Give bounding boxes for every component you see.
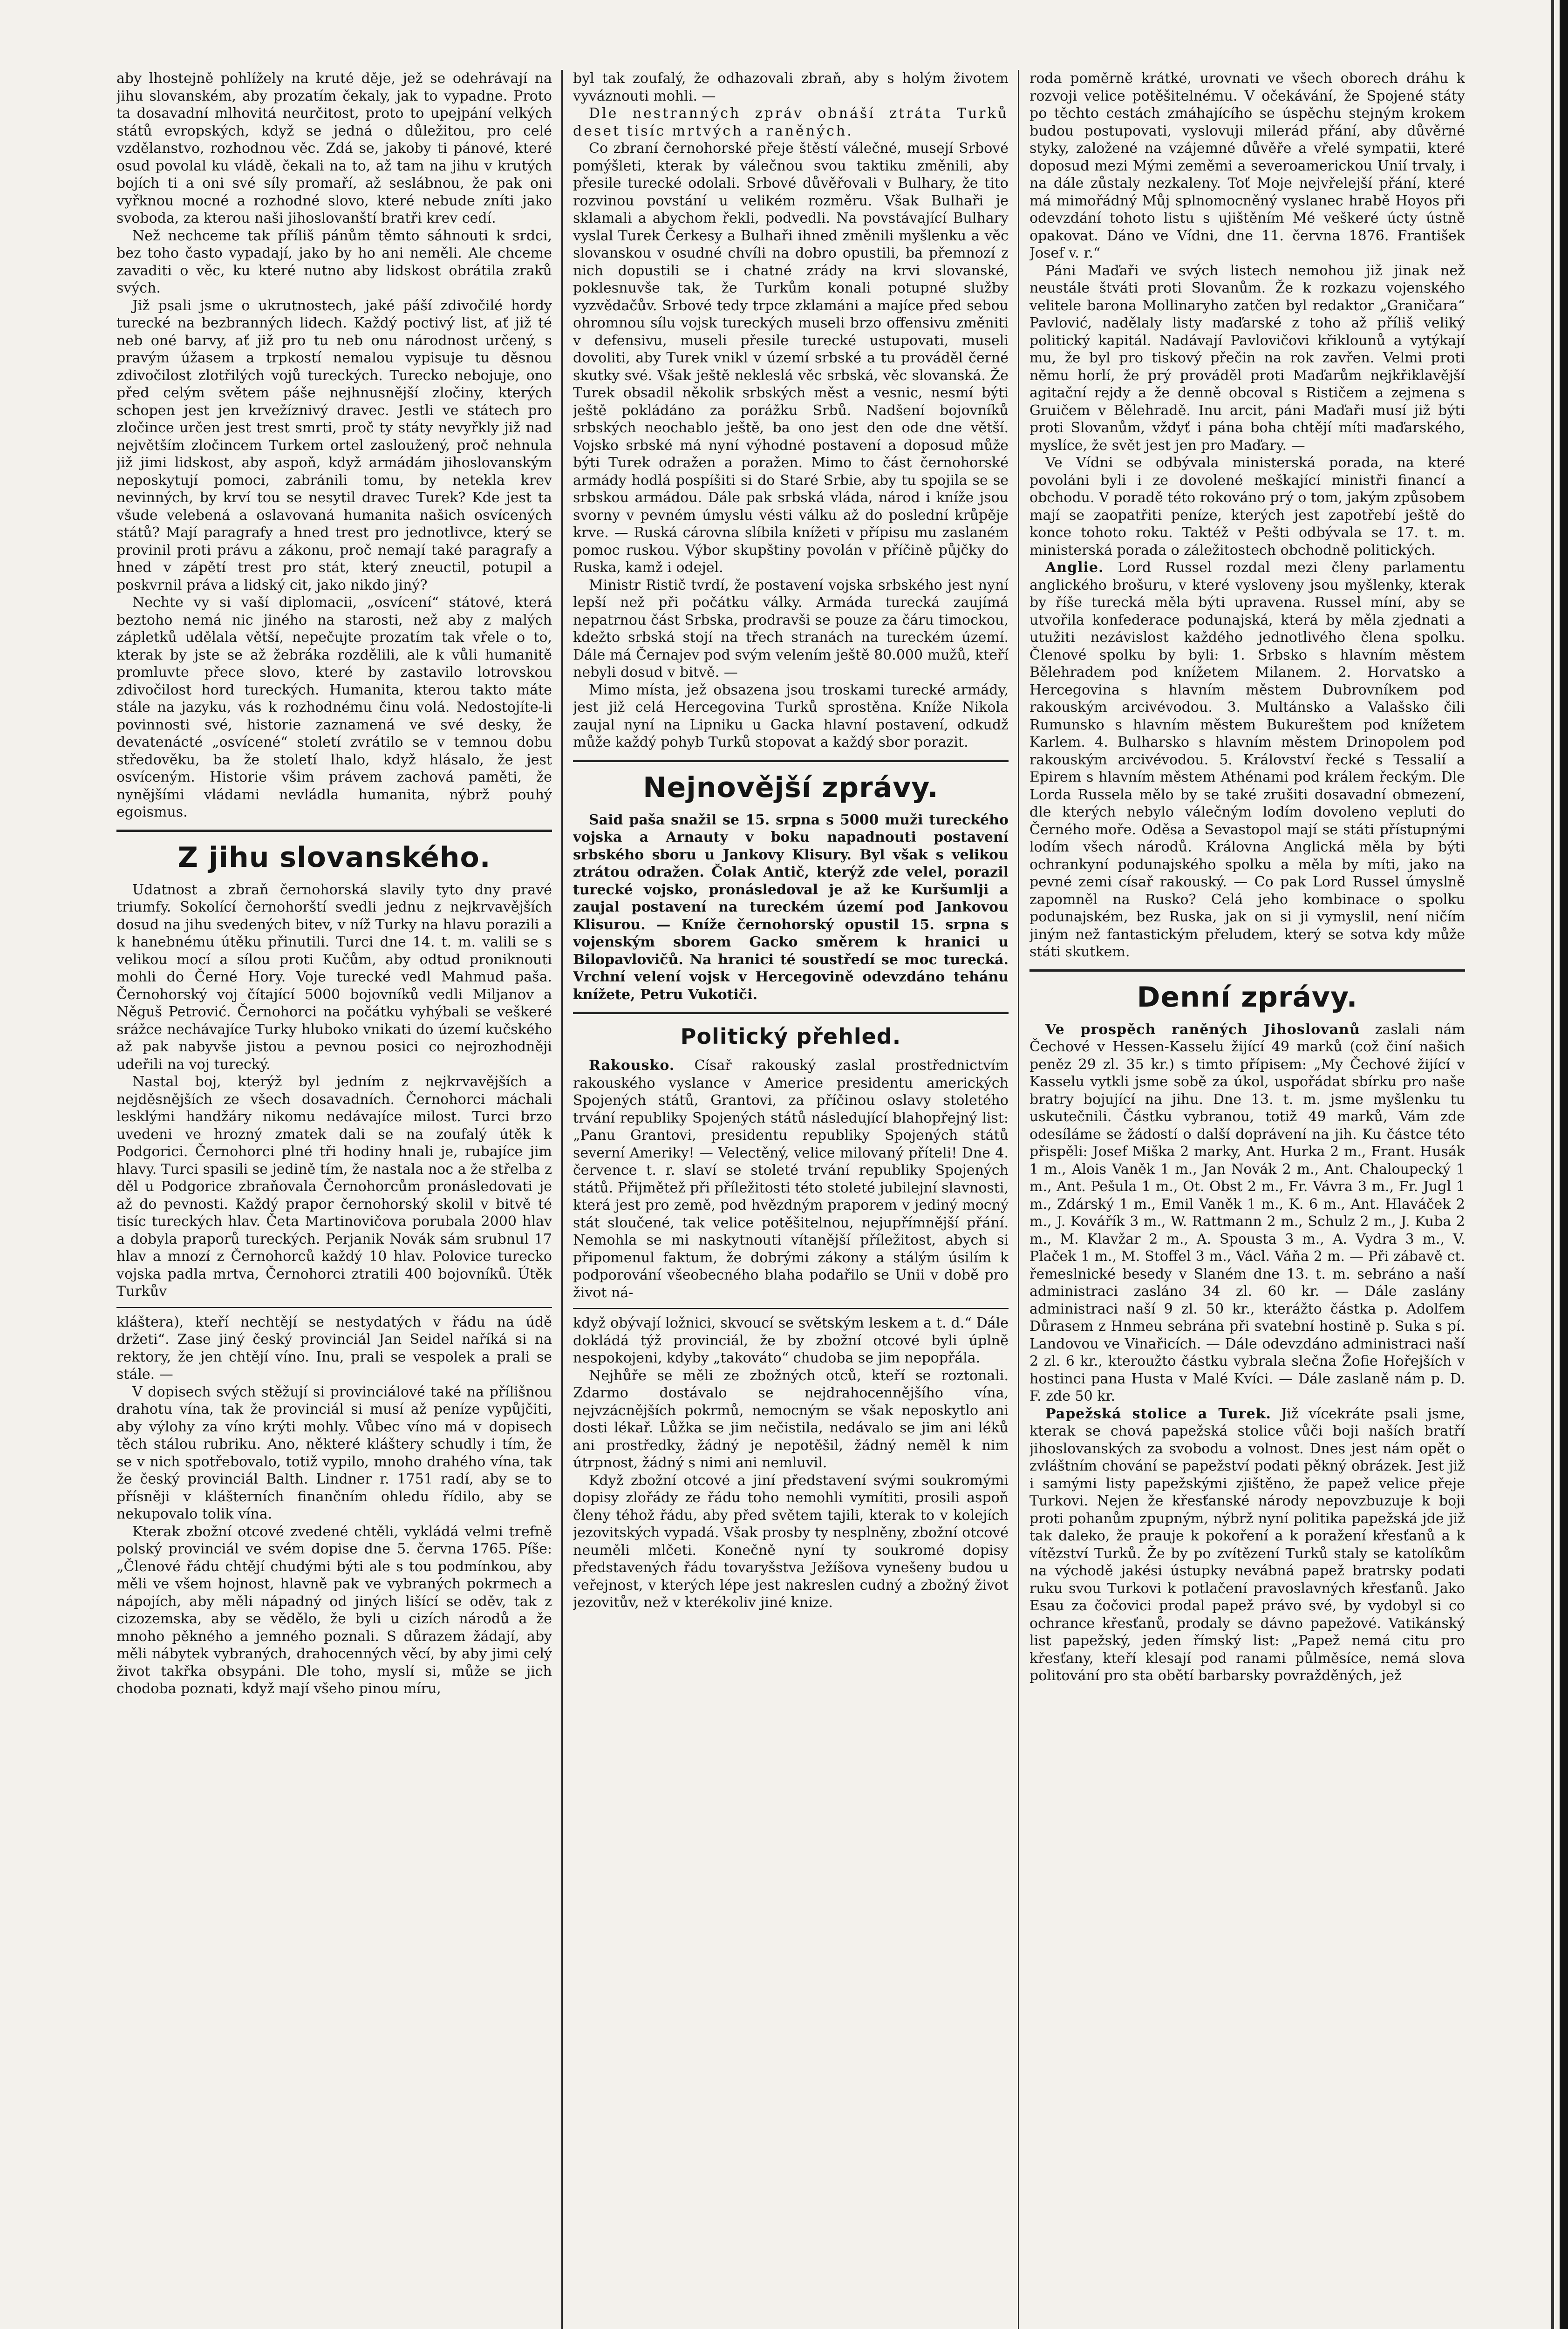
feuilleton-paragraph: Nejhůře se měli ze zbožných otců, kteří se roztonali. Zdarmo dostávalo se nejdrahocennějšího vína, nejvzácnějších pokrmů, nemocným se však neposkytlo ani dosti lékař. Lůžka se jim nečistila, nedávalo se jim ani léků ani prostředky, žádný je nepotěšil, žádný neměl k nim útrpnost, žádný s nimi ani nemluvil.: [573, 1367, 1009, 1471]
column-middle: [573, 70, 1009, 2329]
section-rule: [1029, 969, 1465, 972]
article-paragraph: Ministr Ristič tvrdí, že postavení vojska srbského jest nyní lepší než při počátku války. Armáda turecká zaujímá nepatrnou část Srbska, prodravši se pouze za čáru timockou, kdežto srbská stojí na třech stranách na tureckém území. Dále má Černajev pod svým velením ještě 80.000 mužů, kteří nebyli dosud v bitvě. —: [573, 577, 1009, 681]
article-paragraph: Co zbraní černohorské přeje štěstí válečné, musejí Srbové pomýšleti, kterak by válečnou svou taktiku změnili, aby přesile turecké odolali. Srbové důvěřovali v Bulhary, že tito rozvinou povstání u velikém rozměru. Však Bulhaři je sklamali a abychom řekli, podvedli. Na povstávající Bulhary vyslal Turek Čerkesy a Bulhaři ihned změnili myšlenku a věc slovanskou v osudné chvíli na dobro opustili, ba přemnozí z nich dopustili se i chatné zrády na krvi slovanské, poklesnuvše tak, že Turkům konali potupné služby vyzvědačův. Srbové tedy trpce zklamáni a majíce před sebou ohromnou sílu vojsk tureckých museli brzo offensivu změniti v defensivu, museli přesile turecké ustupovati, museli dovoliti, aby Turek vnikl v území srbské a tu prováděl černé skutky své. Však ještě nekleslá věc srbská, věc slovanská. Že Turek obsadil několik srbských měst a vesnic, nesmí býti ještě pokládáno za porážku Srbů. Nadšení bojovníků srbských neochablo ještě, ba ono jest den ode dne větší. Vojsko srbské má nyní výhodné postavení a doposud může býti Turek odražen a poražen. Mimo to část černohorské armády hodlá pospíšiti si do Staré Srbie, aby tu spojila se se srbskou armádou. Dále pak srbská vláda, národ i kníže jsou svorny v pevném úmyslu vésti válku až do poslední krůpěje krve. — Ruská cárovna slíbila knížeti v přípisu mu zaslaném pomoc ruskou. Výbor skupštiny povolán v příčině půjčky do Ruska, kamž i odejel.: [573, 140, 1009, 576]
section-heading-politics: Politický přehled.: [680, 1024, 901, 1049]
article-paragraph: Již psali jsme o ukrutnostech, jaké páší zdivočilé hordy turecké na bezbranných lidech. Každý poctivý list, ať již té neb oné barvy, ať již pro tu neb onu národnost určený, s pravým úžasem a trpkostí nemalou vypisuje tu děsnou zdivočilost zlotřilých vojů tureckých. Turecko nebojuje, ono před celým světem páše nejhnusnější zločiny, kterých schopen jest jen krvežíznivý dravec. Jestli ve státech pro zločince určen jest trest smrti, proč ty státy nevyřkly již nad největším zločincem Turkem ortel zasloužený, proč nehnula již jimi lidskost, aby aspoň, když armádám jihoslovanským neposkytují pomoci, zabránili tomu, by netekla krev nevinných, by krví tou se nesytil dravec Turek? Kde jest ta všude velebená a oslavovaná humanita našich osvícených států? Mají paragrafy a hned trest pro jednotlivce, který se provinil proti právu a zákonu, proč nemají také paragrafy a hned v zápětí trest pro stát, který zneuctil, potupil a poskvrnil práva a lidský cit, jako nikdo jiný?: [116, 297, 552, 593]
article-paragraph: Ve Vídni se odbývala ministerská porada, na které povoláni byli i ze dovolené meškající ministři financí a obchodu. V poradě této rokováno prý o tom, jakým způsobem mají se zaopatřiti peníze, kterých jest zapotřebí ještě do konce tohoto roku. Taktéž v Pešti odbývala se 17. t. m. ministerská porada o záležitostech obchodně politických.: [1029, 455, 1465, 558]
feuilleton-rule: [116, 1307, 552, 1308]
latest-news-paragraph: Said paša snažil se 15. srpna s 5000 muži tureckého vojska a Arnauty v boku napadnouti postavení srbského sboru u Jankovy Klisury. Byl však s velikou ztrátou odražen. Čolak Antič, kterýž zde velel, porazil turecké vojsko, pronásledoval je až ke Kuršumlji a zaujal postavení na tureckém území pod Jankovou Klisurou. — Kníže černohorský opustil 15. srpna s vojenským sborem Gacko směrem k hranici u Bilopavlovičů. Na hranici té soustředí se moc turecká. Vrchní velení vojsk v Hercegovině odevzdáno tehánu knížete, Petru Vukotiči.: [573, 811, 1009, 1003]
article-text: zaslali nám Čechové v Hessen-Kasselu žijící 49 marků (což činí našich peněz 29 zl. 35 kr.) s timto přípisem: „My Čechové žijící v Kasselu vytkli jsme sobě za úkol, uspořádat sbírku pro naše bratry bojující na jihu. Dne 13. t. m. jsme myšlenku tu uskutečnili. Částku vybranou, totiž 49 marků, Vám zde odesíláme se žádostí o další doprávení na jih. Ku částce této přispěli: Josef Miška 2 marky, Ant. Hurka 2 m., Frant. Husák 1 m., Alois Vaněk 1 m., Jan Novák 2 m., Ant. Chaloupecký 1 m., Ant. Pešula 1 m., Ot. Obst 2 m., Fr. Vávra 3 m., Fr. Jugl 1 m., Zdárský 1 m., Emil Vaněk 1 m., K. 6 m., Ant. Hlaváček 2 m., J. Kovářík 3 m., W. Rattmann 2 m., Schulz 2 m., J. Kuba 2 m., M. Klavžar 2 m., A. Spousta 3 m., A. Vydra 3 m., V. Plaček 1 m., M. Stoffel 3 m., Václ. Váňa 2 m. — Při zábavě ct. řemeslnické besedy v Slaném dne 13. t. m. sebráno a naší administraci zasláno 34 zl. 60 kr. — Dále zaslány administraci naší 9 zl. 50 kr., kterážto částka p. Adolfem Důrasem z Hnmeu sebrána při svatební hostině p. Suka s pí. Landovou ve Vinařicích. — Dále odevzdáno administraci naší 2 zl. 6 kr., kteroužto částku vybrala slečna Žofie Hořejších v hostinci pana Husta v Malé Kvíci. — Dále zaslaně nám p. D. F. zde 50 kr.: [1029, 1021, 1465, 1404]
article-text: Císař rakouský zaslal prostřednictvím rakouského vyslance v Americe presidentu amerických Spojených států, Grantovi, za příčinou oslavy stoletého trvání republiky Spojených států následující blahopřejný list: „Panu Grantovi, presidentu republiky Spojených států severní Ameriky! — Velectěný, velice milovaný příteli! Dne 4. července t. r. slaví se stoleté trvání republiky Spojených států. Přijmětež při příležitosti této stoleté jubilejní slavnosti, která jest pro země, pod hvězdným praporem v jediný mocný stát sloučené, tak velice potěšitelnou, nejupřímnější přání. Nemohla se mi naskytnouti vítanější příležitost, abych si připomenul faktum, že dobrými zákony a stálým úsilím k podporování všeobecného blaha podařilo se Unii v době pro život ná-: [573, 1057, 1009, 1301]
article-paragraph: Nechte vy si vaší diplomacii, „osvícení“ státové, která beztoho nemá nic jiného na starosti, než aby z malých zápletků udělala větší, nepečujte prozatím tak vřele o to, kterak by jste se až žebráka rozdělili, ale k vůli humanitě promluvte přece slovo, které by zastavilo lotrovskou zdivočilost hord tureckých. Humanita, kterou takto máte stále na jazyku, vás k rozhodnému činu volá. Nedostojíte-li povinnosti své, historie zaznamená ve své desky, že devatenácté „osvícené“ století zvrátilo se v temnou dobu středověku, ba že století lhalo, když hlásalo, že jest osvíceným. Historie všim právem zachová paměti, že nynějšími vládami nevládla humanita, nýbrž pouhý egoismus.: [116, 594, 552, 820]
section-rule: [573, 1012, 1009, 1014]
column-left: [116, 70, 552, 2329]
feuilleton-paragraph: kláštera), kteří nechtějí se nestydatých v řádu na údě držeti“. Zase jiný český provinciál Jan Seidel naříká si na rektory, že jen chtějí víno. Inu, prali se vespolek a prali se stále. —: [116, 1314, 552, 1382]
article-paragraph: Udatnost a zbraň černohorská slavily tyto dny pravé triumfy. Sokolící černohorští svedli jednu z nejkrvavějších dosud na jihu svedených bitev, v níž Turky na hlavu porazili a k hanebnému útěku přinutili. Turci dne 14. t. m. valili se s velikou mocí a sílou proti Kučům, aby odtud proniknouti mohli do Černé Hory. Voje turecké vedl Mahmud paša. Černohorský voj čítající 5000 bojovníků vedli Miljanov a Něguš Petrović. Černohorci na počátku vyhýbali se veškeré srážce nechávajíce Turky hluboko vnikati do území kučského až pak nabyvše jistou a pevnou posici co nejrozhodněji udeřili na voj turecký.: [116, 881, 552, 1073]
feuilleton-paragraph: když obývají ložnici, skvoucí se světským leskem a t. d.“ Dále dokládá týž provinciál, že by zbožní otcové byli úplně nespokojeni, kdyby „takováto“ chudoba se jim nepopřála.: [573, 1315, 1009, 1366]
article-paragraph: Páni Maďaři ve svých listech nemohou již jinak než neustále štváti proti Slovanům. Že k rozkazu vojenského velitele barona Mollinaryho zatčen byl redaktor „Graničara“ Pavlović, nadělaly listy maďarské z toho až příliš veliký politický kapitál. Nadávají Pavlovičovi křiklounů a vytýkají mu, že byl pro tiskový přečin na rok zavřen. Velmi proti němu horlí, že prý prováděl proti Maďarům nejkřiklavější agitační rejdy a že denně obcoval s Rističem a zejmena s Gruičem v Bělehradě. Inu arcit, páni Maďaři musí již býti proti Slovanům, vždyť i pána boha chtějí míti maďarského, myslíce, že svět jest jen pro Maďary. —: [1029, 262, 1465, 454]
section-rule: [573, 760, 1009, 762]
newspaper-page: [116, 70, 1467, 2329]
article-paragraph: Mimo místa, jež obsazena jsou troskami turecké armády, jest již celá Hercegovina Turků sprostěna. Kníže Nikola zaujal nyní na Lipniku u Gacka hlavní postavení, odkudž může každý pohyb Turků stopovat a každý sbor porazit.: [573, 681, 1009, 750]
article-paragraph: byl tak zoufalý, že odhazovali zbraň, aby s holým životem vyváznouti mohli. —: [573, 70, 1009, 104]
news-label-pope: Papežská stolice a Turek.: [1045, 1405, 1271, 1422]
country-label-england: Anglie.: [1045, 559, 1104, 576]
article-text: Lord Russel rozdal mezi členy parlamentu anglického brošuru, v které vysloveny jsou myšlenky, kterak by říše turecká měla býti upravena. Russel míní, aby se utvořila konfederace podunajská, která by měla zjednati a utužiti nezávislost každého jednotlivého člena spolku. Členové spolku by byli: 1. Srbsko s hlavním městem Bělehradem pod knížetem Milanem. 2. Horvatsko a Hercegovina s hlavním městem Dubrovníkem pod rakouským arcivévodou. 3. Multánsko a Valašsko čili Rumunsko s hlavním městem Bukureštem pod knížetem Karlem. 4. Bulharsko s hlavním městem Drinopolem pod rakouským arcivévodou. 5. Království řecké s Tessalií a Epirem s hlavním městem Athénami pod králem řeckým. Dle Lorda Russela mělo by se také zrušiti dosavadní obmezení, dle kterých nebylo válečným lodím dovoleno vepluti do Černého moře. Oděsa a Sevastopol mají se státi přístupnými lodím všech národů. Královna Anglická měla by býti ochrankyní podunajského spolku a měla by míti, jako na pevné zemi císař rakouský. — Co pak Lord Russel úmyslně zapomněl na Rusko? Celá jeho kombinace o spolku podunajském, bez Ruska, jak on si ji vymyslil, není ničím jiným než fantastickým přeludem, který se sotva kdy může státi skutkem.: [1029, 559, 1465, 960]
page-edge: [1560, 0, 1568, 2329]
column-right: [1029, 70, 1465, 2329]
section-heading-daily-news: Denní zprávy.: [1137, 981, 1358, 1014]
article-paragraph: aby lhostejně pohlížely na kruté děje, jež se odehrávají na jihu slovanském, aby prozatím čekaly, jak to vypadne. Proto ta dosavadní mlhovitá neurčitost, proto to upejpání velkých států evropských, když se jedná o důležitou, pro celé vzdělanstvo, rozhodnou věc. Zdá se, jakoby ti pánové, které osud povolal ku vládě, čekali na to, až tam na jihu v krutých bojích ti a oni své síly promaří, až seslábnou, že pak oni vyřknou mocné a rozhodné slovo, které nebude zníti jako svoboda, za kterou naši jihoslovanští bratři krev cedí.: [116, 70, 552, 226]
feuilleton-paragraph: Když zbožní otcové a jiní představení svými soukromými dopisy zlořády ze řádu toho nemohli vymítiti, prosili aspoň členy téhož řádu, aby před světem tajili, kterak to v kolejích jezovitských vypadá. Však prosby ty nesplněny, zbožní otcové neuměli mlčeti. Konečně nyní ty soukromé dopisy představených řádu tovaryšstva Ježíšova vynešeny budou u veřejnost, v kterých lépe jest nakreslen cudný a zbožný život jezovitův, než v kterékoliv jiné knize.: [573, 1472, 1009, 1611]
column-divider: [561, 70, 563, 2329]
news-label-aid: Ve prospěch raněných Jihoslovanů: [1045, 1021, 1360, 1038]
article-paragraph: Než nechceme tak příliš pánům těmto sáhnouti k srdci, bez toho často vypadají, jako by ho ani neměli. Ale chceme zavaditi o věc, ku které nutno aby lidskost obrátila zraků svých.: [116, 227, 552, 296]
section-rule: [116, 830, 552, 832]
section-heading-latest-news: Nejnovější zprávy.: [643, 771, 939, 804]
article-text: Již vícekráte psali jsme, kterak se chová papežská stolice vůči boji naších bratří jihoslovanských za svobodu a volnost. Dnes jest nám opět o zvláštním chování se papežství podati pěkný obrázek. Jest již i samými listy papežskými zjištěno, že papež velice přeje Turkovi. Nejen že křesťanské národy nepovzbuzuje k boji proti pohanům zpupným, nýbrž nyní politika papežská jde již tak daleko, že prauje k pokoření a k poražení křesťanů a k vítězství Turků. Že by po zvítězení Turků staly se katolíkům na východě jakési ústupky nevábná papež bratrsky podati ruku svou Turkovi k potlačení pravoslavných křesťanů. Jako Esau za čočovici prodal papež právo své, by vydobyl si co ochrance křesťanů, prodaly se dávno papežové. Vatikánský list papežský, jeden římský list: „Papež nemá citu pro křesťany, kteří klesají pod ranami půlměsíce, nemá slova politování pro sta obětí barbarsky povražděných, jež: [1029, 1405, 1465, 1684]
section-heading-south: Z jihu slovanského.: [177, 841, 491, 874]
article-paragraph: Nastal boj, kterýž byl jedním z nejkrvavějších a nejděsnějších ze všech dosavadních. Černohorci máchali lesklými handžáry nikomu nedávajíce milost. Turci brzo uvedeni ve hrozný zmatek dali se na zoufalý útěk k Podgorici. Černohorci plné tři hodiny hnali je, rubajíce jim hlavy. Turci spasili se jedině tím, že nastala noc a že střelba z děl u Podgorice zbraňovala Černohorcům pronásledovati je až do pevnosti. Každý prapor černohorský skolil v bitvě té tisíc tureckých hlav. Četa Martinovičova porubala 2000 hlav a dobyla praporů tureckých. Perjanik Novák sám srubnul 17 hlav a mnozí z Černohorců každý 10 hlav. Polovice turecko vojska padla mrtva, Černohorci ztratili 400 bojovníků. Útěk Turkův: [116, 1074, 552, 1300]
feuilleton-paragraph: Kterak zbožní otcové zvedené chtěli, vykládá velmi trefně polský provinciál ve svém dopise dne 5. června 1765. Píše: „Členové řádu chtějí chudými býti ale s tou podmínkou, aby měli ve všem hojnost, hlavně pak ve vybraných pokrmech a nápojích, aby měli nápadný od jiných lišící se oděv, tak z cizozemska, aby se vědělo, že byli u cizích národů a že mnoho pěkného a jemného poznali. S důrazem žádají, aby měli nábytek vybraných, drahocenných věcí, by aby jimi celý život takřka obsypáni. Dle toho, myslí si, může se jich chodoba poznati, když mají všeho pinou míru,: [116, 1523, 552, 1697]
feuilleton-paragraph: V dopisech svých stěžují si provinciálové také na přílišnou drahotu vína, tak že provinciál si musí až peníze vypůjčiti, aby výlohy za víno krýti mohly. Vůbec víno má v dopisech těch stálou rubriku. Ano, některé kláštery schudly i tím, že se v nich spotřebovalo, totiž vypilo, mnoho drahého vína, tak že český provinciál Balth. Lindner r. 1751 radí, aby se to přísněji v klášterních finančním ohledu řídilo, aby se nekupovalo tolik vína.: [116, 1383, 552, 1522]
article-paragraph: roda poměrně krátké, urovnati ve všech oborech dráhu k rozvoji velice potěšitelnému. V očekávání, že Spojené státy po těchto cestách zmáhajícího se úspěchu stejným krokem budou postupovati, vyslovuji milerád přání, aby důvěrné styky, založené na vzájemné důvěře a vřelé sympatii, které doposud mezi Mými zeměmi a severoamerickou Unií trvaly, i na dále zůstaly nezkaleny. Toť Moje nejvřelejší přání, které má mimořádný Můj splnomocněný vyslanec hrabě Hoyos při odevzdání tohoto listu s ujištěním Mé veškeré úcty ústně opakovat. Dáno ve Vídni, dne 11. června 1876. František Josef v. r.“: [1029, 70, 1465, 261]
column-divider: [1018, 70, 1019, 2329]
feuilleton-rule: [573, 1308, 1009, 1309]
article-paragraph: Dle nestranných zpráv obnáší ztráta Turků deset tisíc mrtvých a raněných.: [573, 105, 1009, 139]
page-edge-shadow: [1551, 0, 1554, 2329]
country-label-austria: Rakousko.: [589, 1057, 675, 1074]
